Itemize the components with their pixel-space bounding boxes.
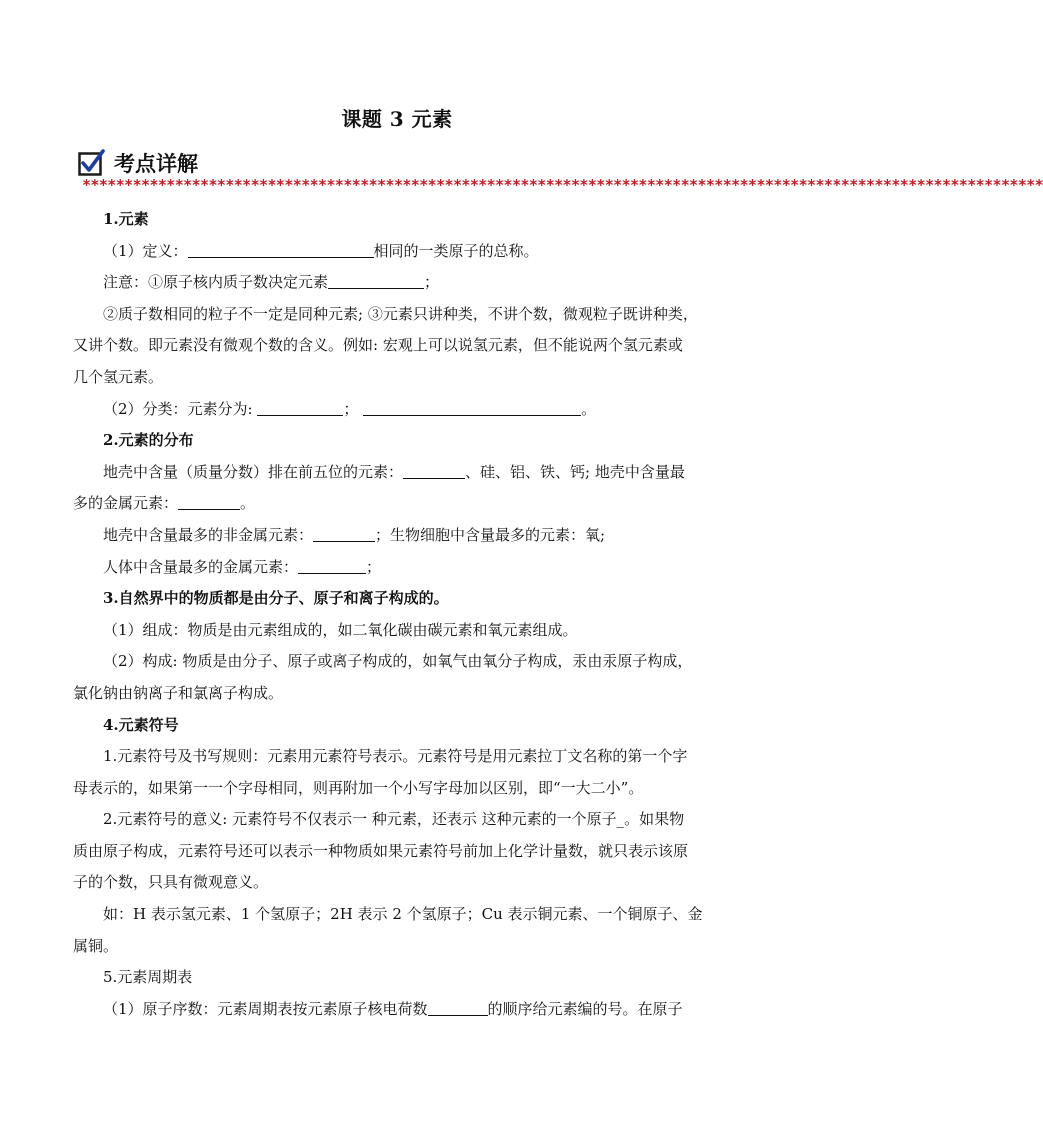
text-run: 人体中含量最多的金属元素： <box>103 557 299 576</box>
text-run: 。 <box>240 494 256 513</box>
section-heading <box>73 204 723 236</box>
star-divider: ****************************************************************************************************************** <box>82 176 1043 194</box>
fill-in-blank <box>178 492 240 510</box>
text-run: 地壳中含量最多的非金属元素： <box>103 525 314 544</box>
section-heading <box>73 583 723 615</box>
section-heading <box>73 425 723 457</box>
text-run: 又讲个数。即元素没有微观个数的含义。例如: 宏观上可以说氢元素，但不能说两个氢元素或 <box>73 336 683 355</box>
paragraph-line <box>73 299 723 331</box>
paragraph-line <box>73 362 723 394</box>
text-run: 、硅、铝、铁、钙; 地壳中含量最 <box>465 462 685 481</box>
text-run: 子的个数，只具有微观意义。 <box>73 873 269 892</box>
paragraph-line <box>73 994 723 1026</box>
section-banner <box>78 146 198 180</box>
text-run: （1）组成：物质是由元素组成的，如二氧化碳由碳元素和氧元素组成。 <box>103 620 578 639</box>
paragraph-line <box>73 741 723 773</box>
paragraph-line <box>73 678 723 710</box>
section-heading <box>73 710 723 742</box>
text-run: 1.元素符号及书写规则：元素用元素符号表示。元素符号是用元素拉丁文名称的第一个字 <box>103 747 688 766</box>
paragraph-line <box>73 899 723 931</box>
banner-label: 考点详解 <box>114 152 198 176</box>
paragraph-line <box>73 836 723 868</box>
paragraph-line <box>73 236 723 268</box>
document-body <box>73 204 723 1025</box>
text-run: ②质子数相同的粒子不一定是同种元素; ③元素只讲种类，不讲个数，微观粒子既讲种类， <box>103 304 698 323</box>
paragraph-line <box>73 520 723 552</box>
paragraph-line <box>73 962 723 994</box>
text-run: 属铜。 <box>73 936 119 955</box>
text-run: ； <box>424 273 440 292</box>
fill-in-blank <box>313 524 375 542</box>
paragraph-line <box>73 330 723 362</box>
page-title: 课题 3 元素 <box>341 107 453 131</box>
fill-in-blank <box>428 998 488 1016</box>
text-run: 地壳中含量（质量分数）排在前五位的元素： <box>103 462 404 481</box>
text-run: 3.自然界中的物质都是由分子、原子和离子构成的。 <box>103 589 449 608</box>
paragraph-line <box>73 646 723 678</box>
text-run: （1）原子序数：元素周期表按元素原子核电荷数 <box>103 999 428 1018</box>
text-run: 2.元素符号的意义: 元素符号不仅表示一 种元素，还表示 这种元素的一个原子_。如果物 <box>103 810 685 829</box>
text-run: 的顺序给元素编的号。在原子 <box>487 999 683 1018</box>
paragraph-line <box>73 488 723 520</box>
paragraph-line <box>73 931 723 963</box>
fill-in-blank <box>257 398 343 416</box>
text-run: 2.元素的分布 <box>103 431 194 450</box>
text-run: ； <box>343 399 364 418</box>
text-run: 1.元素 <box>103 210 149 228</box>
text-run: 5.元素周期表 <box>103 968 193 987</box>
text-run: ；生物细胞中含量最多的元素：氧; <box>375 525 606 544</box>
paragraph-line <box>73 615 723 647</box>
text-run: 。 <box>581 399 597 418</box>
text-run: ； <box>366 557 382 576</box>
text-run: 质由原子构成，元素符号还可以表示一种物质如果元素符号前加上化学计量数，就只表示该原 <box>73 841 689 860</box>
fill-in-blank <box>403 461 465 479</box>
paragraph-line <box>73 267 723 299</box>
paragraph-line <box>73 552 723 584</box>
text-run: 如：H 表示氢元素、1 个氢原子；2H 表示 2 个氢原子；Cu 表示铜元素、一个铜原子、金 <box>103 905 703 924</box>
paragraph-line <box>73 394 723 426</box>
paragraph-line <box>73 457 723 489</box>
paragraph-line <box>73 804 723 836</box>
fill-in-blank <box>328 271 424 289</box>
fill-in-blank <box>363 398 581 416</box>
text-run: 多的金属元素： <box>73 494 179 513</box>
text-run: 4.元素符号 <box>103 715 179 734</box>
text-run: 氯化钠由钠离子和氯离子构成。 <box>73 683 284 702</box>
paragraph-line <box>73 773 723 805</box>
checkbox-icon <box>78 150 104 176</box>
text-run: （2）构成: 物质是由分子、原子或离子构成的，如氧气由氧分子构成，汞由汞原子构成， <box>103 652 693 671</box>
fill-in-blank <box>298 556 366 574</box>
text-run: 相同的一类原子的总称。 <box>373 241 539 260</box>
text-run: 几个氢元素。 <box>73 367 164 386</box>
paragraph-line <box>73 867 723 899</box>
text-run: 注意：①原子核内质子数决定元素 <box>103 273 329 292</box>
text-run: （2）分类：元素分为: <box>103 399 258 418</box>
text-run: （1）定义： <box>103 241 188 260</box>
text-run: 母表示的，如果第一一个字母相同，则再附加一个小写字母加以区别，即“一大二小”。 <box>73 778 644 797</box>
fill-in-blank <box>188 240 374 258</box>
